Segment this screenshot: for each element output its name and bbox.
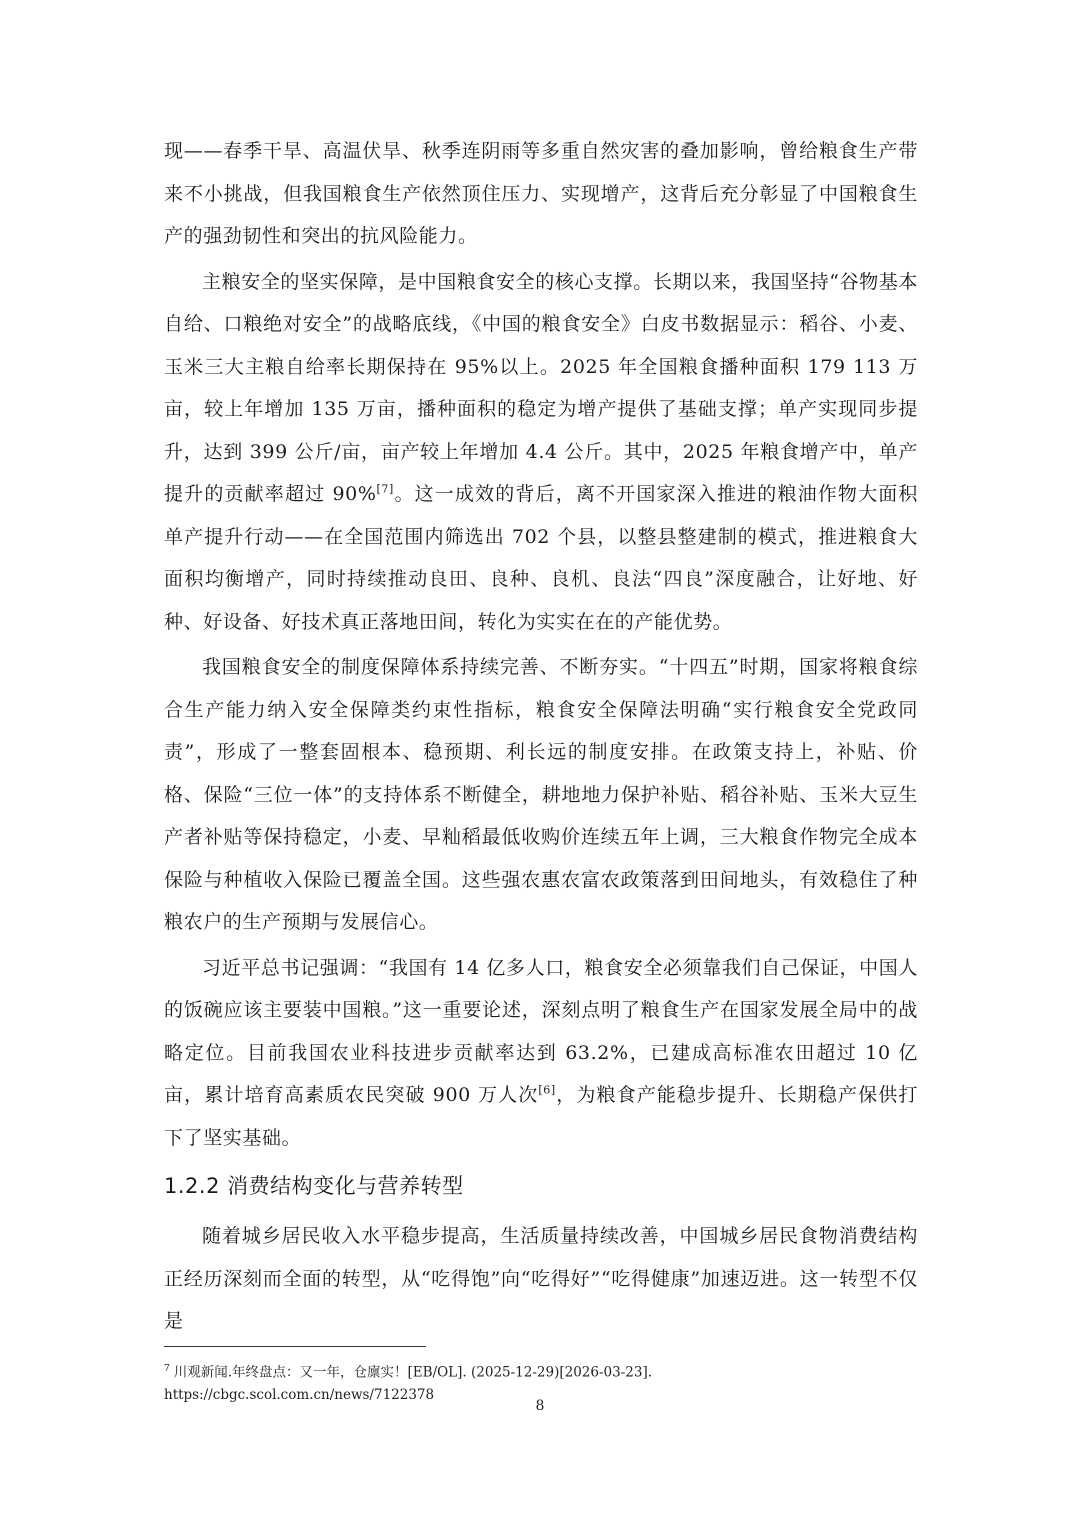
footnote-divider xyxy=(164,1346,426,1347)
section-heading: 1.2.2 消费结构变化与营养转型 xyxy=(164,1174,464,1198)
footnote-citation: 川观新闻.年终盘点：又一年，仓廪实！[EB/OL]. (2025-12-29)[2026-03-23]. xyxy=(173,1364,653,1381)
citation-ref-6: [6] xyxy=(538,1083,556,1097)
paragraph-3: 我国粮食安全的制度保障体系持续完善、不断夯实。“十四五”时期，国家将粮食综合生产能力纳入安全保障类约束性指标，粮食安全保障法明确“实行粮食安全党政同责”，形成了一整套固根本、稳预期、利长远的制度安排。在政策支持上，补贴、价格、保险“三位一体”的支持体系不断健全，耕地地力保护补贴、稻谷补贴、玉米大豆生产者补贴等保持稳定，小麦、早籼稻最低收购价连续五年上调，三大粮食作物完全成本保险与种植收入保险已覆盖全国。这些强农惠农富农政策落到田间地头，有效稳住了种粮农户的生产预期与发展信心。 xyxy=(164,656,918,933)
footnote-number: 7 xyxy=(164,1364,170,1374)
paragraph-1: 现——春季干旱、高温伏旱、秋季连阴雨等多重自然灾害的叠加影响，曾给粮食生产带来不小挑战，但我国粮食生产依然顶住压力、实现增产，这背后充分彰显了中国粮食生产的强劲韧性和突出的抗风险能力。 xyxy=(164,140,918,247)
paragraph-2 xyxy=(164,261,918,644)
paragraph-5: 随着城乡居民收入水平稳步提高，生活质量持续改善，中国城乡居民食物消费结构正经历深刻而全面的转型，从“吃得饱”向“吃得好”“吃得健康”加速迈进。这一转型不仅是 xyxy=(164,1225,918,1332)
paragraph-4-text-b: ，为粮食产能稳步提升、长期稳产保供打下了坚实基础。 xyxy=(164,1084,918,1149)
paragraph-4 xyxy=(164,947,918,1160)
footnote-line-1 xyxy=(164,1358,924,1384)
citation-ref-7: [7] xyxy=(376,482,394,496)
paragraph-2-text-b: 。这一成效的背后，离不开国家深入推进的粮油作物大面积单产提升行动——在全国范围内筛选出 702 个县，以整县整建制的模式，推进粮食大面积均衡增产，同时持续推动良田、良种、良机、良法“四良”深度融合，让好地、好种、好设备、好技术真正落地田间，转化为实实在在的产能优势。 xyxy=(164,483,918,633)
paragraph-2-text-a: 主粮安全的坚实保障，是中国粮食安全的核心支撑。长期以来，我国坚持“谷物基本自给、口粮绝对安全”的战略底线，《中国的粮食安全》白皮书数据显示：稻谷、小麦、玉米三大主粮自给率长期保持在 95%以上。2025 年全国粮食播种面积 179 113 万亩，较上年增加 135 万亩，播种面积的稳定为增产提供了基础支撑；单产实现同步提升，达到 399 公斤/亩，亩产较上年增加 4.4 公斤。其中，2025 年粮食增产中，单产提升的贡献率超过 90% xyxy=(164,270,918,505)
footnote-url: https://cbgc.scol.com.cn/news/7122378 xyxy=(164,1386,435,1403)
page-number: 8 xyxy=(535,1398,545,1414)
paragraph-4-text-a: 习近平总书记强调：“我国有 14 亿多人口，粮食安全必须靠我们自己保证，中国人的饭碗应该主要装中国粮。”这一重要论述，深刻点明了粮食生产在国家发展全局中的战略定位。目前我国农业科技进步贡献率达到 63.2%，已建成高标准农田超过 10 亿亩，累计培育高素质农民突破 900 万人次 xyxy=(164,956,918,1106)
body-text xyxy=(164,130,918,1343)
